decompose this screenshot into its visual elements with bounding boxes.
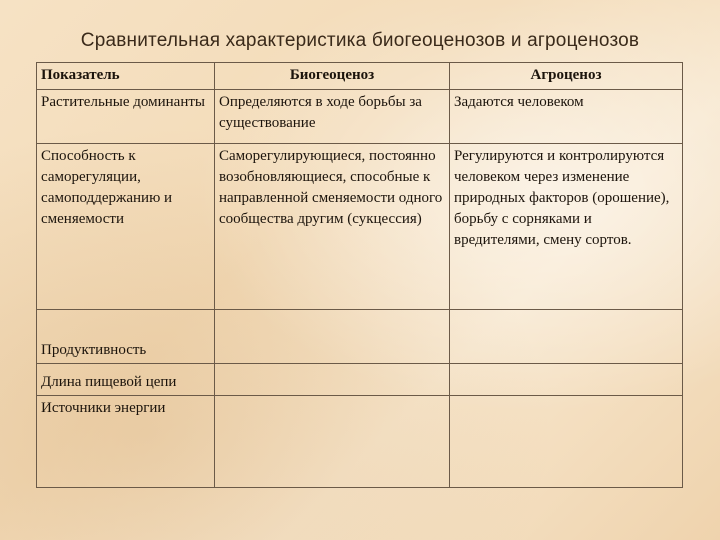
comparison-table (36, 62, 683, 488)
table-cell: Регулируются и контролируются человеком через изменение природных факторов (орошение), борьбу с сорняками и вредителями, смену сортов. (450, 144, 683, 310)
table-cell: Определяются в ходе борьбы за существование (215, 90, 450, 144)
table-cell: Длина пищевой цепи (37, 364, 215, 396)
table-cell: Способность к саморегуляции, самоподдержанию и сменяемости (37, 144, 215, 310)
table-cell: Продуктивность (37, 310, 215, 364)
table-cell (450, 364, 683, 396)
table-cell (450, 310, 683, 364)
table-row (37, 144, 683, 310)
table-row (37, 396, 683, 488)
table-cell: Саморегулирующиеся, постоянно возобновляющиеся, способные к направленной сменяемости одного сообщества другим (сукцессия) (215, 144, 450, 310)
table-cell (215, 364, 450, 396)
table-cell (450, 396, 683, 488)
table-header-row (37, 63, 683, 90)
header-biogeocenosis: Биогеоценоз (215, 63, 450, 90)
table-cell: Задаются человеком (450, 90, 683, 144)
table-cell: Источники энергии (37, 396, 215, 488)
header-indicator: Показатель (37, 63, 215, 90)
header-agrocenosis: Агроценоз (450, 63, 683, 90)
slide-title: Сравнительная характеристика биогеоценозов и агроценозов (80, 30, 640, 51)
table-cell: Растительные доминанты (37, 90, 215, 144)
table-cell (215, 310, 450, 364)
table-cell (215, 396, 450, 488)
table-row (37, 310, 683, 364)
table-row (37, 90, 683, 144)
table-row (37, 364, 683, 396)
